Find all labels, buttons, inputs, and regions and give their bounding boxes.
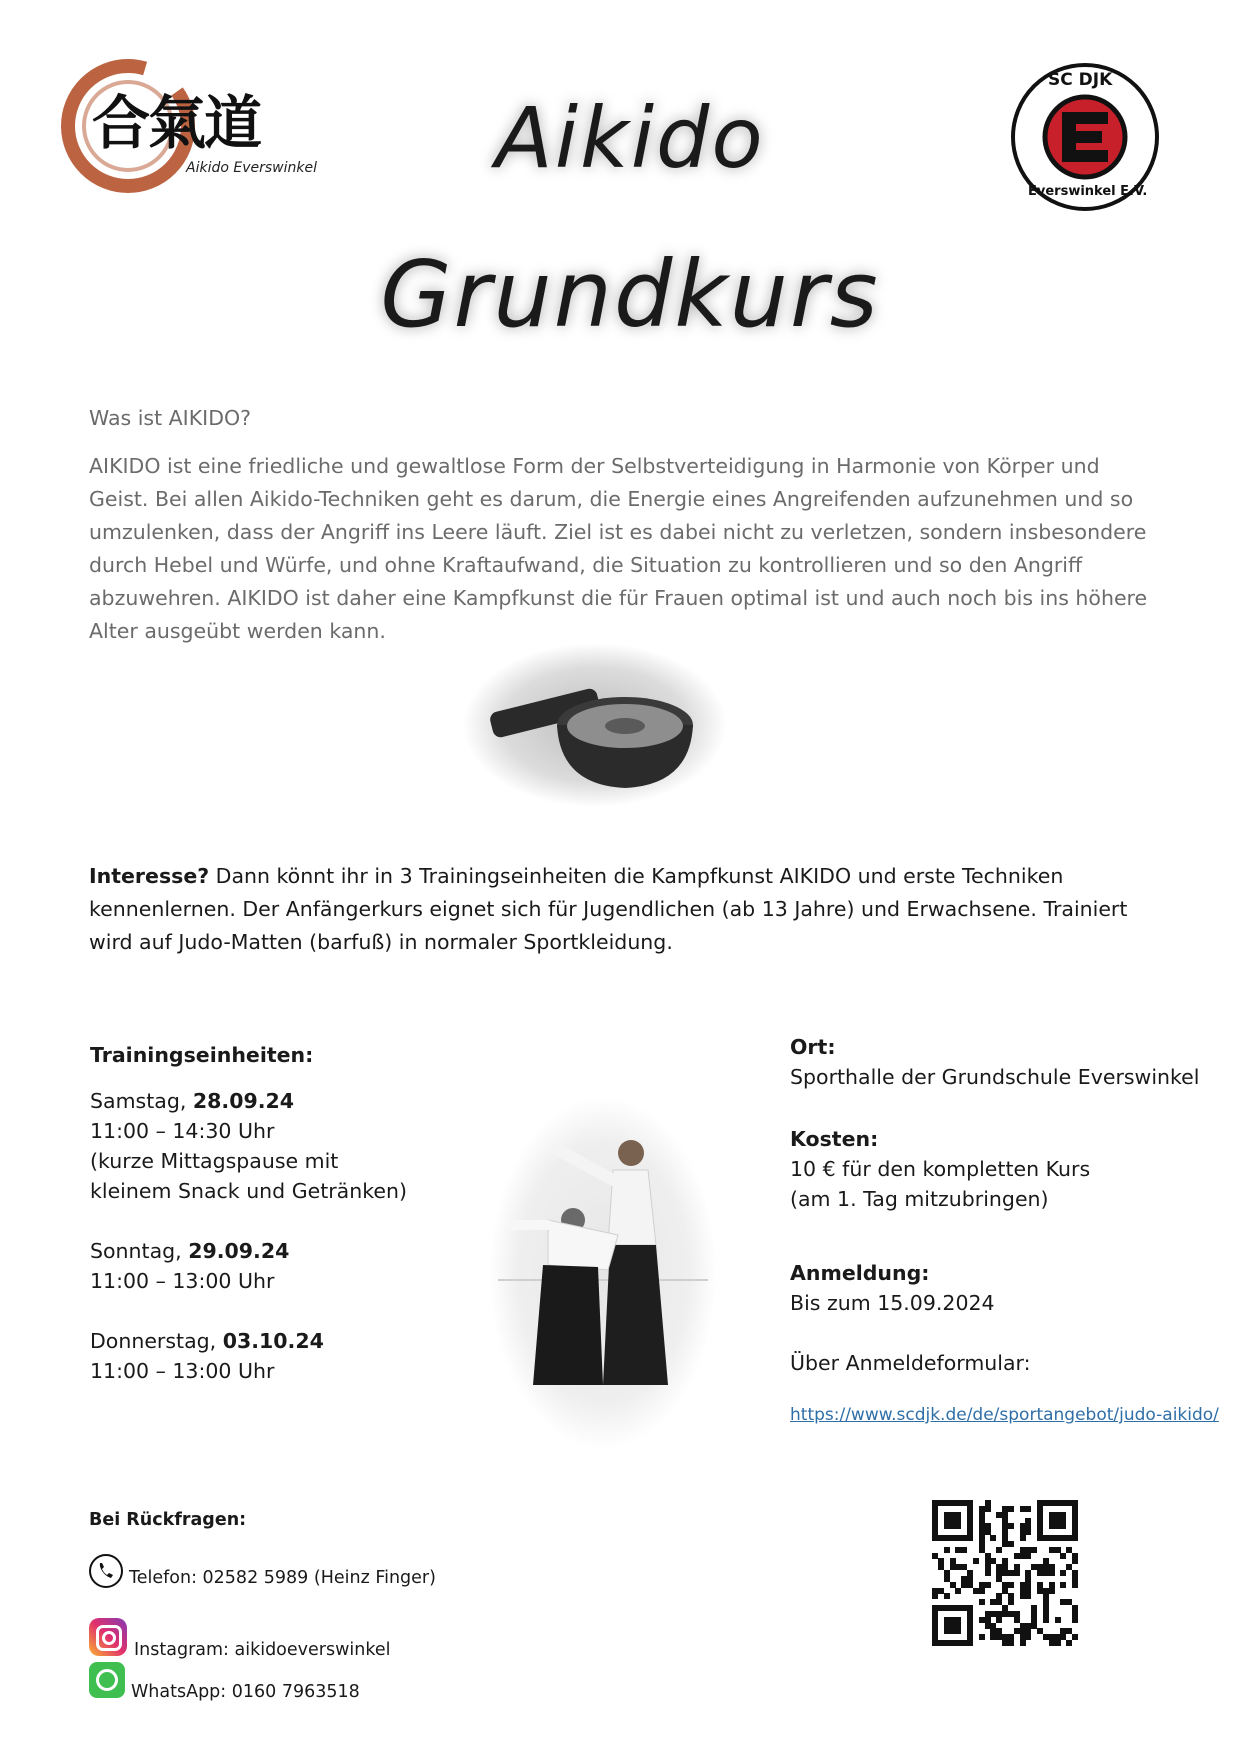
- intro-line: umzulenken, dass der Angriff ins Leere läuft. Ziel ist es dabei nicht zu verletzen, sondern insbesondere: [89, 520, 1147, 544]
- contact-whatsapp: WhatsApp: 0160 7963518: [131, 1682, 360, 1702]
- formular-label: Über Anmeldeformular:: [790, 1351, 1031, 1375]
- scdjk-logo-bottom-text: Everswinkel E.V.: [1028, 184, 1148, 199]
- info-section: [790, 1032, 1220, 1430]
- session-day: Samstag,: [90, 1089, 193, 1113]
- kosten-value: 10 € für den kompletten Kurs: [790, 1157, 1091, 1181]
- training-heading: Trainingseinheiten:: [90, 1043, 314, 1067]
- phone-icon: [89, 1554, 123, 1588]
- contact-phone-row: [89, 1554, 589, 1594]
- ort-label: Ort:: [790, 1035, 836, 1059]
- training-session: [90, 1086, 510, 1206]
- page-title-line1: Aikido: [495, 89, 765, 187]
- scdjk-logo-top-text: SC DJK: [1048, 70, 1113, 90]
- session-note: kleinem Snack und Getränken): [90, 1179, 407, 1203]
- session-date: 28.09.24: [192, 1089, 295, 1113]
- contact-phone: Telefon: 02582 5989 (Heinz Finger): [129, 1568, 436, 1588]
- intro-line: AIKIDO ist eine friedliche und gewaltlose Form der Selbstverteidigung in Harmonie von Körper und: [89, 454, 1100, 478]
- session-day: Donnerstag,: [90, 1329, 223, 1353]
- intro-line: durch Hebel und Würfe, und ohne Kraftaufwand, die Situation zu kontrollieren und so den Angriff: [89, 553, 1083, 577]
- session-note: (kurze Mittagspause mit: [90, 1149, 339, 1173]
- interest-bold: Interesse?: [89, 864, 210, 888]
- interest-line: kennenlernen. Der Anfängerkurs eignet sich für Jugendlichen (ab 13 Jahre) und Erwachsene. Trainiert: [89, 897, 1128, 921]
- scdjk-logo: [1010, 62, 1160, 212]
- contact-section: [89, 1510, 589, 1702]
- aikido-practice-photo: [488, 1095, 718, 1450]
- kosten-label: Kosten:: [790, 1127, 879, 1151]
- contact-heading: Bei Rückfragen:: [89, 1510, 247, 1530]
- intro-line: Geist. Bei allen Aikido-Techniken geht es darum, die Energie eines Angreifenden aufzunehmen und so: [89, 487, 1134, 511]
- anmeldung-label: Anmeldung:: [790, 1261, 930, 1285]
- training-session: [90, 1326, 510, 1386]
- session-day: Sonntag,: [90, 1239, 189, 1263]
- instagram-icon[interactable]: [89, 1618, 127, 1656]
- page-title-line2: Grundkurs: [380, 241, 880, 348]
- interest-paragraph: [89, 860, 1189, 959]
- session-date: 03.10.24: [222, 1329, 324, 1353]
- session-date: 29.09.24: [188, 1239, 290, 1263]
- contact-instagram-row: [89, 1618, 589, 1658]
- training-section: [90, 1040, 510, 1386]
- tea-bowl-image: [460, 640, 730, 810]
- logo-caption: Aikido Everswinkel: [186, 160, 317, 176]
- contact-whatsapp-row: [89, 1662, 589, 1702]
- contact-instagram: Instagram: aikidoeverswinkel: [134, 1640, 391, 1660]
- anmeldung-value: Bis zum 15.09.2024: [790, 1291, 995, 1315]
- session-time: 11:00 – 13:00 Uhr: [90, 1359, 275, 1383]
- kosten-value: (am 1. Tag mitzubringen): [790, 1187, 1049, 1211]
- logo-kanji: 合氣道: [92, 89, 261, 157]
- intro-line: abzuwehren. AIKIDO ist daher eine Kampfkunst die für Frauen optimal ist und auch noch bis ins höhere: [89, 586, 1148, 610]
- ort-value: Sporthalle der Grundschule Everswinkel: [790, 1065, 1200, 1089]
- intro-paragraph: [89, 450, 1169, 648]
- interest-line: Dann könnt ihr in 3 Trainingseinheiten die Kampfkunst AIKIDO und erste Techniken: [209, 864, 1064, 888]
- intro-question: Was ist AIKIDO?: [89, 406, 252, 430]
- interest-line: wird auf Judo-Matten (barfuß) in normaler Sportkleidung.: [89, 930, 673, 954]
- training-session: [90, 1236, 510, 1296]
- qr-code[interactable]: [932, 1500, 1078, 1646]
- intro-line: Alter ausgeübt werden kann.: [89, 619, 386, 643]
- registration-link[interactable]: https://www.scdjk.de/de/sportangebot/judo-aikido/: [790, 1405, 1219, 1425]
- session-time: 11:00 – 13:00 Uhr: [90, 1269, 275, 1293]
- session-time: 11:00 – 14:30 Uhr: [90, 1119, 275, 1143]
- whatsapp-icon[interactable]: [89, 1662, 125, 1698]
